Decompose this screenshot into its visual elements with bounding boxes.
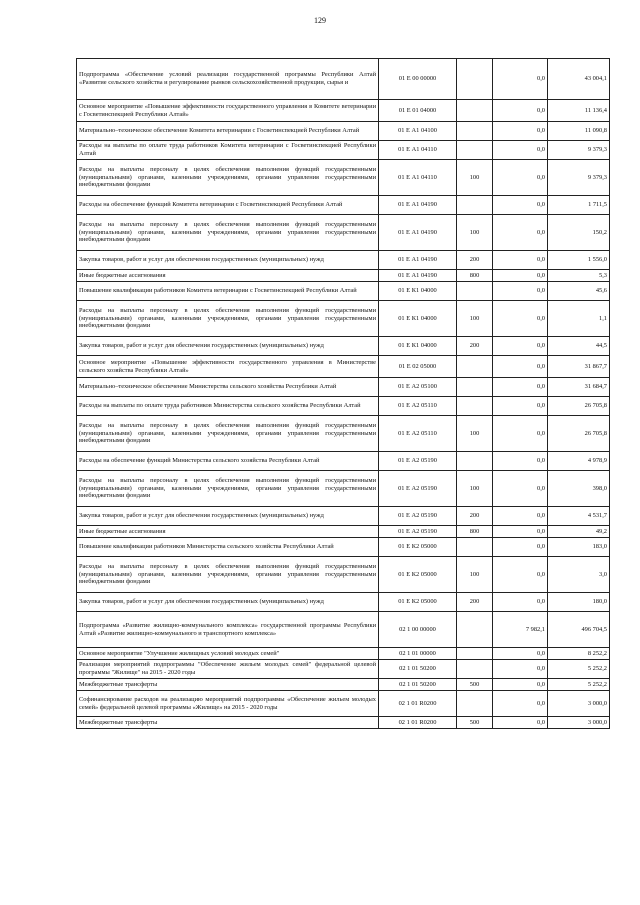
row-amount-2-cell: 1,1 [548, 301, 610, 337]
page-number: 129 [314, 16, 326, 25]
row-amount-1-cell: 0,0 [493, 160, 548, 196]
table-row [77, 397, 610, 416]
row-amount-2-cell: 5 252,2 [548, 660, 610, 679]
row-amount-2-cell: 5 252,2 [548, 679, 610, 691]
row-expense-type-cell: 200 [457, 251, 493, 270]
table-row [77, 100, 610, 122]
row-amount-1-cell: 0,0 [493, 215, 548, 251]
table-row [77, 160, 610, 196]
row-amount-2-cell: 3,0 [548, 557, 610, 593]
row-expense-type-cell [457, 356, 493, 378]
row-code-cell: 01 Е А2 05190 [379, 526, 457, 538]
row-code-cell: 01 Е К1 04000 [379, 282, 457, 301]
row-amount-1-cell: 0,0 [493, 691, 548, 717]
row-amount-1-cell: 0,0 [493, 471, 548, 507]
table-row [77, 270, 610, 282]
row-amount-2-cell: 45,6 [548, 282, 610, 301]
row-code-cell: 01 Е К1 04000 [379, 337, 457, 356]
table-row [77, 59, 610, 100]
row-amount-1-cell: 0,0 [493, 526, 548, 538]
row-code-cell: 01 Е 02 05000 [379, 356, 457, 378]
row-amount-2-cell: 11 090,8 [548, 122, 610, 141]
row-expense-type-cell [457, 378, 493, 397]
row-expense-type-cell [457, 648, 493, 660]
table-row [77, 691, 610, 717]
row-amount-1-cell: 0,0 [493, 717, 548, 729]
row-name-cell: Расходы на выплаты персоналу в целях обеспечения выполнения функций государственными (муниципальными) органами, казенными учреждениями, органами управления государственными внебюджетными фондами [77, 215, 379, 251]
table-row [77, 215, 610, 251]
row-expense-type-cell [457, 196, 493, 215]
row-amount-2-cell: 31 867,7 [548, 356, 610, 378]
row-expense-type-cell [457, 660, 493, 679]
row-amount-2-cell: 44,5 [548, 337, 610, 356]
row-name-cell: Повышение квалификации работников Комитета ветеринарии с Госветинспекцией Республики Алтай [77, 282, 379, 301]
row-amount-2-cell: 4 531,7 [548, 507, 610, 526]
row-code-cell: 01 Е 00 00000 [379, 59, 457, 100]
row-expense-type-cell: 500 [457, 679, 493, 691]
row-amount-2-cell: 31 684,7 [548, 378, 610, 397]
row-amount-2-cell: 9 379,3 [548, 160, 610, 196]
row-code-cell: 02 1 01 R0200 [379, 691, 457, 717]
row-name-cell: Основное мероприятие «Повышение эффективности государственного управления в Комитете ветеринарии с Госветинспекцией Республики Алтай» [77, 100, 379, 122]
row-expense-type-cell [457, 122, 493, 141]
row-name-cell: Расходы на выплаты персоналу в целях обеспечения выполнения функций государственными (муниципальными) органами, казенными учреждениями, органами управления государственными внебюджетными фондами [77, 557, 379, 593]
row-expense-type-cell: 100 [457, 416, 493, 452]
row-code-cell: 01 Е А1 04190 [379, 270, 457, 282]
table-row [77, 356, 610, 378]
table-row [77, 122, 610, 141]
row-expense-type-cell [457, 141, 493, 160]
row-code-cell: 01 Е А1 04110 [379, 141, 457, 160]
table-row [77, 557, 610, 593]
row-expense-type-cell [457, 59, 493, 100]
table-row [77, 196, 610, 215]
row-amount-1-cell: 0,0 [493, 59, 548, 100]
row-expense-type-cell: 200 [457, 337, 493, 356]
row-expense-type-cell [457, 100, 493, 122]
row-expense-type-cell: 100 [457, 160, 493, 196]
row-amount-1-cell: 0,0 [493, 538, 548, 557]
row-code-cell: 01 Е К1 04000 [379, 301, 457, 337]
table-row [77, 648, 610, 660]
row-code-cell: 01 Е А1 04190 [379, 251, 457, 270]
row-expense-type-cell [457, 397, 493, 416]
row-amount-2-cell: 9 379,3 [548, 141, 610, 160]
table-row [77, 452, 610, 471]
row-code-cell: 01 Е А1 04100 [379, 122, 457, 141]
table-row [77, 538, 610, 557]
row-amount-2-cell: 49,2 [548, 526, 610, 538]
row-code-cell: 01 Е А2 05100 [379, 378, 457, 397]
row-amount-1-cell: 0,0 [493, 679, 548, 691]
row-name-cell: Основное мероприятие "Улучшение жилищных условий молодых семей" [77, 648, 379, 660]
row-expense-type-cell: 100 [457, 301, 493, 337]
row-code-cell: 01 Е А1 04190 [379, 196, 457, 215]
row-expense-type-cell [457, 691, 493, 717]
table-row [77, 507, 610, 526]
row-name-cell: Иные бюджетные ассигнования [77, 270, 379, 282]
row-code-cell: 02 1 01 50200 [379, 679, 457, 691]
row-name-cell: Материально–техническое обеспечение Комитета ветеринарии с Госветинспекцией Республики Алтай [77, 122, 379, 141]
row-amount-2-cell: 26 705,8 [548, 397, 610, 416]
row-amount-1-cell: 0,0 [493, 356, 548, 378]
row-amount-1-cell: 0,0 [493, 557, 548, 593]
row-code-cell: 01 Е А1 04110 [379, 160, 457, 196]
row-name-cell: Закупка товаров, работ и услуг для обеспечения государственных (муниципальных) нужд [77, 337, 379, 356]
row-code-cell: 01 Е К2 05000 [379, 538, 457, 557]
row-code-cell: 02 1 01 00000 [379, 648, 457, 660]
row-name-cell: Закупка товаров, работ и услуг для обеспечения государственных (муниципальных) нужд [77, 593, 379, 612]
row-name-cell: Расходы на выплаты персоналу в целях обеспечения выполнения функций государственными (муниципальными) органами, казенными учреждениями, органами управления государственными внебюджетными фондами [77, 160, 379, 196]
row-amount-1-cell: 0,0 [493, 141, 548, 160]
row-amount-2-cell: 1 556,0 [548, 251, 610, 270]
row-expense-type-cell: 100 [457, 471, 493, 507]
row-code-cell: 02 1 01 R0200 [379, 717, 457, 729]
table-row [77, 301, 610, 337]
row-expense-type-cell: 200 [457, 507, 493, 526]
row-amount-2-cell: 5,3 [548, 270, 610, 282]
table-row [77, 593, 610, 612]
row-name-cell: Повышение квалификации работников Министерства сельского хозяйства Республики Алтай [77, 538, 379, 557]
row-name-cell: Иные бюджетные ассигнования [77, 526, 379, 538]
row-name-cell: Закупка товаров, работ и услуг для обеспечения государственных (муниципальных) нужд [77, 251, 379, 270]
row-name-cell: Расходы на выплаты по оплате труда работников Комитета ветеринарии с Госветинспекцией Республики Алтай [77, 141, 379, 160]
row-code-cell: 01 Е А2 05190 [379, 452, 457, 471]
row-expense-type-cell [457, 452, 493, 471]
row-amount-1-cell: 0,0 [493, 196, 548, 215]
row-code-cell: 01 Е К2 05000 [379, 557, 457, 593]
row-name-cell: Реализация мероприятий подпрограммы "Обеспечение жильем молодых семей" федеральной целевой программы "Жилище" на 2015 - 2020 годы [77, 660, 379, 679]
row-name-cell: Материально–техническое обеспечение Министерства сельского хозяйства Республики Алтай [77, 378, 379, 397]
row-name-cell: Расходы на обеспечение функций Комитета ветеринарии с Госветинспекцией Республики Алтай [77, 196, 379, 215]
row-amount-1-cell: 0,0 [493, 648, 548, 660]
row-amount-2-cell: 8 252,2 [548, 648, 610, 660]
row-code-cell: 01 Е А2 05110 [379, 397, 457, 416]
row-expense-type-cell: 200 [457, 593, 493, 612]
row-amount-2-cell: 1 711,5 [548, 196, 610, 215]
row-amount-1-cell: 0,0 [493, 337, 548, 356]
row-amount-2-cell: 183,0 [548, 538, 610, 557]
table-row [77, 612, 610, 648]
row-expense-type-cell [457, 612, 493, 648]
table-row [77, 526, 610, 538]
row-code-cell: 01 Е 01 04000 [379, 100, 457, 122]
row-amount-1-cell: 0,0 [493, 100, 548, 122]
row-amount-2-cell: 496 704,5 [548, 612, 610, 648]
row-amount-2-cell: 3 000,0 [548, 691, 610, 717]
row-amount-1-cell: 0,0 [493, 452, 548, 471]
row-expense-type-cell: 100 [457, 215, 493, 251]
row-expense-type-cell: 500 [457, 717, 493, 729]
row-name-cell: Основное мероприятие «Повышение эффективности государственного управления в Министерстве сельского хозяйства Республики Алтай» [77, 356, 379, 378]
row-name-cell: Расходы на выплаты персоналу в целях обеспечения выполнения функций государственными (муниципальными) органами, казенными учреждениями, органами управления государственными внебюджетными фондами [77, 471, 379, 507]
row-amount-1-cell: 0,0 [493, 301, 548, 337]
table-row [77, 141, 610, 160]
row-amount-2-cell: 150,2 [548, 215, 610, 251]
table-row [77, 251, 610, 270]
budget-table-body [77, 59, 610, 729]
row-amount-1-cell: 0,0 [493, 660, 548, 679]
row-amount-1-cell: 0,0 [493, 593, 548, 612]
row-name-cell: Софинансирование расходов на реализацию мероприятий подпрограммы «Обеспечение жильем молодых семей» федеральной целевой программы «Жилище» на 2015 - 2020 годы [77, 691, 379, 717]
row-name-cell: Межбюджетные трансферты [77, 679, 379, 691]
row-name-cell: Расходы на обеспечение функций Министерства сельского хозяйства Республики Алтай [77, 452, 379, 471]
table-row [77, 337, 610, 356]
row-amount-2-cell: 398,0 [548, 471, 610, 507]
row-amount-1-cell: 0,0 [493, 282, 548, 301]
row-name-cell: Подпрограмма «Развитие жилищно-коммунального комплекса» государственной программы Республики Алтай «Развитие жилищно-коммунального и транспортного комплекса» [77, 612, 379, 648]
row-amount-1-cell: 0,0 [493, 507, 548, 526]
row-name-cell: Закупка товаров, работ и услуг для обеспечения государственных (муниципальных) нужд [77, 507, 379, 526]
row-expense-type-cell [457, 282, 493, 301]
row-name-cell: Межбюджетные трансферты [77, 717, 379, 729]
table-row [77, 416, 610, 452]
table-row [77, 717, 610, 729]
table-row [77, 660, 610, 679]
table-row [77, 679, 610, 691]
table-row [77, 378, 610, 397]
row-amount-1-cell: 0,0 [493, 251, 548, 270]
table-row [77, 471, 610, 507]
row-expense-type-cell: 100 [457, 557, 493, 593]
row-amount-2-cell: 11 136,4 [548, 100, 610, 122]
row-code-cell: 02 1 01 50200 [379, 660, 457, 679]
row-expense-type-cell: 800 [457, 270, 493, 282]
row-code-cell: 01 Е А2 05110 [379, 416, 457, 452]
row-name-cell: Расходы на выплаты персоналу в целях обеспечения выполнения функций государственными (муниципальными) органами, казенными учреждениями, органами управления государственными внебюджетными фондами [77, 416, 379, 452]
row-name-cell: Расходы на выплаты персоналу в целях обеспечения выполнения функций государственными (муниципальными) органами, казенными учреждениями, органами управления государственными внебюджетными фондами [77, 301, 379, 337]
row-code-cell: 02 1 00 00000 [379, 612, 457, 648]
table-row [77, 282, 610, 301]
row-amount-2-cell: 26 705,8 [548, 416, 610, 452]
row-code-cell: 01 Е А2 05190 [379, 471, 457, 507]
row-amount-1-cell: 0,0 [493, 270, 548, 282]
row-amount-1-cell: 0,0 [493, 122, 548, 141]
row-amount-1-cell: 7 982,1 [493, 612, 548, 648]
budget-table [76, 58, 610, 729]
row-name-cell: Расходы на выплаты по оплате труда работников Министерства сельского хозяйства Республики Алтай [77, 397, 379, 416]
row-code-cell: 01 Е А2 05190 [379, 507, 457, 526]
row-code-cell: 01 Е К2 05000 [379, 593, 457, 612]
row-code-cell: 01 Е А1 04190 [379, 215, 457, 251]
row-amount-1-cell: 0,0 [493, 378, 548, 397]
row-amount-2-cell: 180,0 [548, 593, 610, 612]
row-expense-type-cell: 800 [457, 526, 493, 538]
row-amount-2-cell: 43 004,1 [548, 59, 610, 100]
row-amount-1-cell: 0,0 [493, 416, 548, 452]
row-amount-2-cell: 3 000,0 [548, 717, 610, 729]
row-name-cell: Подпрограмма «Обеспечение условий реализации государственной программы Республики Алтай «Развитие сельского хозяйства и регулирование рынков сельскохозяйственной продукции, сырья и [77, 59, 379, 100]
row-expense-type-cell [457, 538, 493, 557]
row-amount-1-cell: 0,0 [493, 397, 548, 416]
row-amount-2-cell: 4 978,9 [548, 452, 610, 471]
